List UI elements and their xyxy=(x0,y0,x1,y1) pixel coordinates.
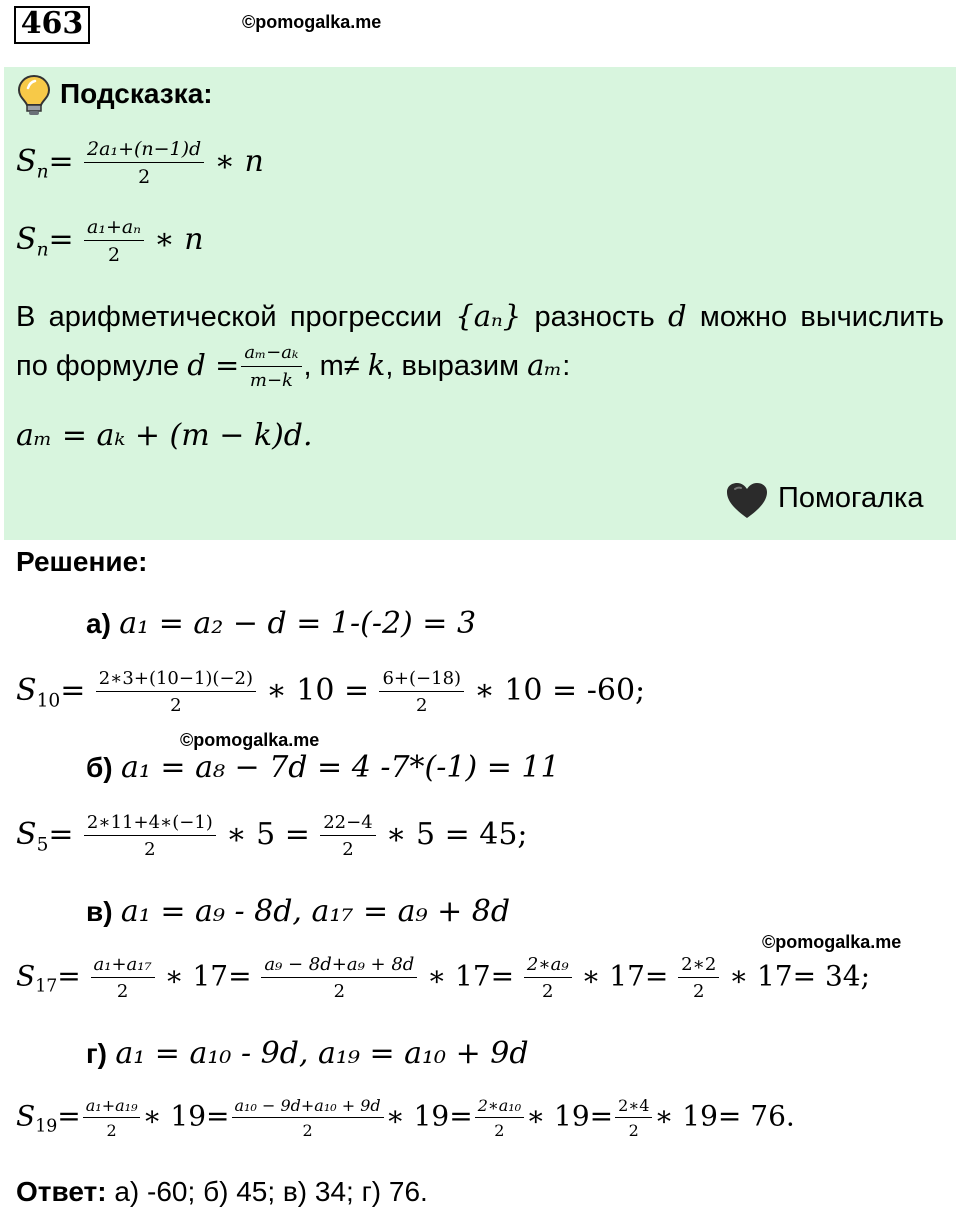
fraction-numerator: aₘ−aₖ xyxy=(241,342,301,367)
sum-index: 5 xyxy=(36,834,49,856)
formula-tail: ∗ n xyxy=(214,143,264,179)
answer-label: Ответ: xyxy=(16,1176,107,1207)
fraction-3 xyxy=(524,954,572,1002)
expression-middle-1: ∗ 19= xyxy=(142,1099,230,1133)
part-g-equation: a₁ = a₁₀ - 9d, a₁₉ = a₁₀ + 9d xyxy=(115,1036,529,1071)
formula-fraction xyxy=(84,138,204,188)
expression-middle-3: ∗ 17= xyxy=(581,959,669,993)
expression-middle-2: ∗ 19= xyxy=(385,1099,473,1133)
fraction-numerator: a₉ − 8d+a₉ + 8d xyxy=(261,954,417,978)
part-v-sum: $S_{17}=$ $\frac{\text{a₁+a₁₇}}{2}$ ∗ 17= $\frac{\text{a₉ − 8d+a₉ + 8d}}{2}$ ∗ 17= $\frac{\text{2∗a₉}}{2}$ ∗ 17= $\frac{2∗2}{2}$ ∗ 17= 34; xyxy=(16,954,871,1002)
fraction-denominator: 2 xyxy=(542,981,554,1002)
hint-text-6: : xyxy=(562,350,571,382)
sum-index: 17 xyxy=(35,976,58,997)
part-v-equation: a₁ = a₉ - 8d, a₁₇ = a₉ + 8d xyxy=(120,894,511,929)
fraction-denominator: 2 xyxy=(170,695,182,716)
fraction-numerator: 2∗11+4∗(−1) xyxy=(84,812,216,836)
part-b-sum: $S_5=$ $\frac{2∗11+4∗(-1)}{2}$ ∗ 5 = $\frac{22-4}{2}$ ∗ 5 = 45; xyxy=(16,812,528,860)
fraction-numerator: 2∗2 xyxy=(678,954,719,978)
sum-index: 10 xyxy=(36,690,61,712)
answer-line xyxy=(16,1176,428,1208)
watermark-top: ©pomogalka.me xyxy=(242,12,382,32)
fraction-numerator: a₁+aₙ xyxy=(84,216,144,241)
watermark-bottom: ©pomogalka.me xyxy=(762,932,902,952)
fraction-1 xyxy=(96,668,256,716)
expression-middle: ∗ 10 = xyxy=(266,672,370,708)
answer-text: а) -60; б) 45; в) 34; г) 76. xyxy=(114,1176,428,1207)
hint-formula-3: aₘ = aₖ + (m − k)d. xyxy=(16,418,313,453)
d-symbol: d xyxy=(668,299,687,333)
fraction-denominator: 2 xyxy=(494,1121,505,1140)
fraction-4 xyxy=(678,954,719,1002)
fraction-denominator: 2 xyxy=(138,166,151,188)
hint-formula-2: $S_n=$ $\frac{\text{a₁+aₙ}}{2}$ ∗ n xyxy=(16,216,204,266)
fraction-denominator: 2 xyxy=(144,839,156,860)
solution-title: Решение: xyxy=(16,546,148,577)
fraction-2 xyxy=(379,668,464,716)
formula-lhs-sub: n xyxy=(36,239,49,261)
lightbulb-icon xyxy=(16,74,52,116)
formula-fraction xyxy=(84,216,144,266)
fraction-denominator: 2 xyxy=(333,981,346,1002)
set-notation: {aₙ} xyxy=(455,299,522,333)
fraction-denominator: 2 xyxy=(106,1121,117,1140)
expression-middle-1: ∗ 17= xyxy=(164,959,252,993)
heart-icon xyxy=(726,482,768,520)
hint-formula-1: $S_n=$ $\frac{\text{2a₁+(n−1)d}}{2}$ ∗ n xyxy=(16,138,264,188)
task-number: 463 xyxy=(14,6,90,44)
formula-tail: ∗ n xyxy=(154,221,204,257)
fraction-numerator: a₁+a₁₉ xyxy=(83,1096,141,1118)
expression-result: ∗ 10 = -60; xyxy=(474,672,646,708)
part-b-label: б) xyxy=(86,752,113,783)
hint-text-2: разность xyxy=(534,301,655,333)
expression-result: ∗ 19= 76. xyxy=(654,1099,795,1133)
brand-label: Помогалка xyxy=(778,482,924,514)
fraction-denominator: 2 xyxy=(692,981,705,1002)
d-equals: d = xyxy=(187,348,240,382)
hint-paragraph xyxy=(16,292,944,392)
expression-result: ∗ 5 = 45; xyxy=(386,816,528,852)
part-g-sum: $S_{19}=$ $\frac{\text{a₁+a₁₉}}{2}$ ∗ 19= $\frac{\text{a₁₀ − 9d+a₁₀ + 9d}}{2}$ ∗ 19= $\frac{\text{2∗a₁₀}}{2}$ ∗ 19= $\frac{2∗4}{2}$ ∗ 19= 76. xyxy=(16,1096,795,1140)
formula-lhs: S xyxy=(16,143,37,179)
sum-index: 19 xyxy=(35,1116,58,1137)
expression-result: ∗ 17= 34; xyxy=(729,959,871,993)
fraction-denominator: 2 xyxy=(107,244,121,266)
part-a-line1 xyxy=(86,606,476,641)
part-b-line1 xyxy=(86,750,560,785)
fraction-denominator: 2 xyxy=(628,1121,639,1140)
fraction-denominator: 2 xyxy=(302,1121,313,1140)
hint-text-3: можно вычислить по формуле xyxy=(16,301,944,382)
k-symbol: k xyxy=(367,348,386,382)
part-b-equation: a₁ = a₈ − 7d = 4 -7*(-1) = 11 xyxy=(120,750,560,785)
fraction-numerator: 2∗4 xyxy=(615,1096,652,1118)
fraction-numerator: a₁+a₁₇ xyxy=(91,954,155,978)
fraction-denominator: 2 xyxy=(342,839,354,860)
fraction-numerator: 6+(−18) xyxy=(379,668,464,692)
fraction-numerator: a₁₀ − 9d+a₁₀ + 9d xyxy=(232,1096,384,1118)
fraction-1 xyxy=(84,812,216,860)
fraction-numerator: 2∗a₁₀ xyxy=(475,1096,524,1118)
part-v-line1 xyxy=(86,894,510,929)
hint-text-1: В арифметической прогрессии xyxy=(16,301,443,333)
hint-text-4: , m≠ xyxy=(303,350,360,382)
hint-text-5: , выразим xyxy=(385,350,520,382)
fraction-2 xyxy=(320,812,375,860)
part-g-line1 xyxy=(86,1036,529,1071)
part-g-label: г) xyxy=(86,1038,107,1069)
fraction-denominator: 2 xyxy=(116,981,129,1002)
fraction-1 xyxy=(91,954,155,1002)
expression-middle: ∗ 5 = xyxy=(226,816,310,852)
hint-title: Подсказка: xyxy=(60,78,213,109)
part-a-equation: a₁ = a₂ − d = 1-(-2) = 3 xyxy=(119,606,477,641)
fraction-4 xyxy=(615,1096,652,1140)
fraction-2 xyxy=(261,954,417,1002)
watermark-middle: ©pomogalka.me xyxy=(180,730,320,750)
formula-lhs-sub: n xyxy=(36,161,49,183)
fraction-denominator: m−k xyxy=(249,370,293,392)
fraction-numerator: 2∗a₉ xyxy=(524,954,572,978)
fraction-numerator: 2a₁+(n−1)d xyxy=(84,138,204,163)
fraction-numerator: 2∗3+(10−1)(−2) xyxy=(96,668,256,692)
am-symbol: aₘ xyxy=(527,348,563,382)
fraction-3 xyxy=(475,1096,524,1140)
d-fraction xyxy=(241,342,301,392)
fraction-2 xyxy=(232,1096,384,1140)
part-a-label: а) xyxy=(86,608,111,639)
fraction-numerator: 22−4 xyxy=(320,812,375,836)
formula-lhs: S xyxy=(16,221,37,257)
part-v-label: в) xyxy=(86,896,113,927)
fraction-1 xyxy=(83,1096,141,1140)
fraction-denominator: 2 xyxy=(416,695,428,716)
expression-middle-3: ∗ 19= xyxy=(526,1099,614,1133)
expression-middle-2: ∗ 17= xyxy=(427,959,515,993)
part-a-sum: $S_{10}=$ $\frac{2∗3+(10-1)(-2)}{2}$ ∗ 10 = $\frac{6+(-18)}{2}$ ∗ 10 = -60; xyxy=(16,668,646,716)
